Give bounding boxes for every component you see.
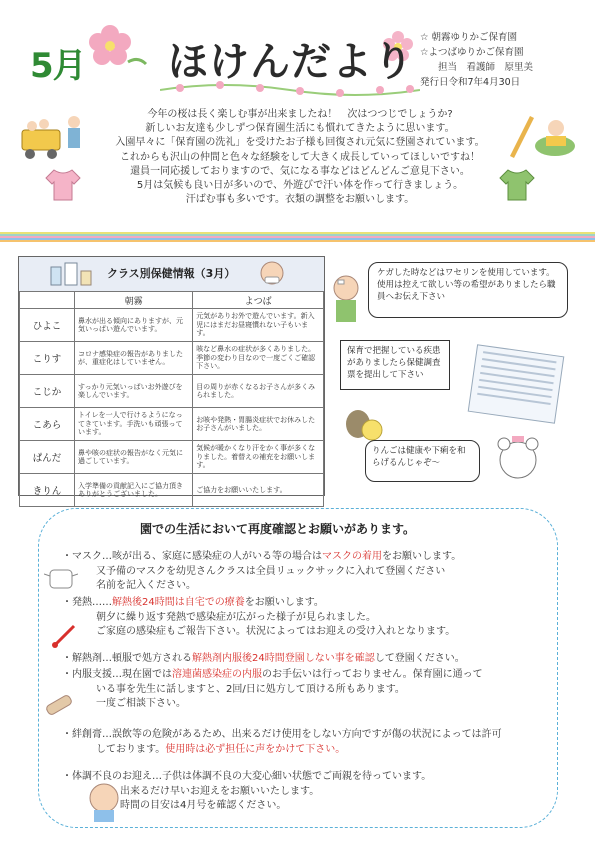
month-label: 5月: [30, 46, 86, 86]
intro-line: 還員一同応援しておりますので、気になる事などはどんどんご意見下さい。: [130, 165, 470, 177]
table-row: [20, 292, 324, 309]
yotsuba-cell: 咳など鼻水の症状が多くありました。季節の変わり目なので一度ごくご確認下さい。: [193, 342, 324, 375]
request-text: いる事を先生に話しますと、2回/日に処方して頂ける所もあります。: [96, 683, 405, 695]
table-header: [19, 257, 324, 292]
table-row: [20, 474, 324, 507]
medicine-icon: [49, 261, 93, 287]
table-row: [20, 408, 324, 441]
org-info: [420, 30, 533, 90]
yotsuba-cell: 気候が暖かくなり汗をかく事が多くなりました。着替えの補充をお願いします。: [193, 441, 324, 474]
health-form-document: [468, 344, 565, 424]
yotsuba-cell: 元気がありお外で遊んでいます。新入児にはまだお昼寝慣れない子もいます。: [193, 309, 324, 342]
request-text: ご家庭の感染症もご報告下さい。状況によってはお迎えの受け入れとなります。: [96, 626, 456, 637]
class-name: ひよこ: [20, 309, 75, 342]
sick-child-icon: [257, 259, 287, 289]
class-name: こりす: [20, 342, 75, 375]
request-highlight: 使用時は必ず担任に声をかけて下さい。: [165, 743, 346, 755]
request-text: 名前を記入ください。: [96, 580, 196, 591]
page-title: ほけんだより: [168, 39, 414, 85]
request-fever: [62, 596, 455, 640]
flower-decoration: [80, 14, 150, 74]
intro-line: これからも沢山の仲間と色々な経験をして大きく成長していってほしいですね！: [120, 151, 480, 163]
asagiri-cell: トイレを一人で行けるようになってきています。手洗いも頑張っています。: [75, 408, 193, 441]
asagiri-cell: コロナ感染症の報告がありましたが、重症化はしていません。: [75, 342, 193, 375]
note-ointment: ケガした時などはワセリンを使用しています。使用は控えて欲しい等の希望がありましたら職員へお伝え下さい: [368, 262, 568, 318]
apple-character-icon: [342, 402, 384, 442]
request-mask: [62, 550, 461, 594]
request-text: ・マスク…咳が出る、家庭に感染症の人がいる等の場合は: [62, 551, 322, 562]
rainbow-divider: [0, 232, 595, 242]
request-highlight: 溶連菌感染症の内服: [172, 669, 262, 680]
corner-cell: [20, 292, 75, 309]
org-line: 担当 看護師 原里美: [438, 62, 534, 73]
class-name: こあら: [20, 408, 75, 441]
asagiri-cell: 鼻水が出る傾向にありますが、元気いっぱい遊んでいます。: [75, 309, 193, 342]
org-line: ☆よつばゆりかご保育園: [420, 47, 524, 58]
intro-line: 入園早々に「保育園の洗礼」を受けたお子様も回復され元気に登園されています。: [115, 137, 485, 149]
asagiri-cell: すっかり元気いっぱいお外遊びを楽しんでいます。: [75, 375, 193, 408]
request-text: のお手伝いは行っておりません。保育園に通って: [262, 669, 483, 680]
org-line: ☆ 朝霧ゆりかご保育園: [420, 32, 518, 43]
request-text: 又予備のマスクを幼児さんクラスは全員リュックサックに入れて登園ください: [96, 565, 446, 577]
request-text: ・内服支援…現在園では: [62, 669, 172, 680]
bear-nurse-icon: [488, 428, 548, 488]
table-row: [20, 441, 324, 474]
request-medication: [62, 668, 483, 712]
request-text: 出来るだけ早いお迎えをお願いいたします。: [120, 785, 320, 797]
request-pickup: [62, 770, 431, 814]
yotsuba-cell: ご協力をお願いいたします。: [193, 474, 324, 507]
request-text: をお願いします。: [382, 551, 462, 562]
request-text: をお願いします。: [244, 597, 324, 608]
request-highlight: マスクの着用: [322, 551, 382, 562]
table-row: [20, 375, 324, 408]
note-apple: りんごは健康や下痢を和らげるんじゃぞ～: [365, 440, 480, 482]
yotsuba-cell: 目の周りが赤くなるお子さんが多くみられました。: [193, 375, 324, 408]
intro-line: 汗ばむ事も多いです。衣類の調整をお願いします。: [185, 194, 415, 206]
org-line: 発行日令和7年4月30日: [420, 77, 521, 88]
table-row: [20, 309, 324, 342]
request-text: 時間の目安は4月号を確認ください。: [120, 800, 287, 811]
children-cart-illustration: [18, 112, 88, 162]
class-name: きりん: [20, 474, 75, 507]
asagiri-cell: 入学準備の貢献記入にご協力頂きありがとうございました。: [75, 474, 193, 507]
request-text: 一度ご相談下さい。: [96, 698, 186, 709]
intro-line: 今年の桜は長く楽しむ事が出来ましたね！ 次はつつじでしょうか?: [147, 109, 453, 120]
col-header-yotsuba: よつば: [193, 292, 324, 309]
request-bandage: [62, 728, 502, 757]
class-name: こじか: [20, 375, 75, 408]
request-text: 朝夕に繰り返す発熱で感染症が広がった様子が見られました。: [96, 611, 376, 623]
note-health-form: 保育で把握している疾患がありましたら保健調査票を提出して下さい: [340, 340, 450, 390]
request-text: ・発熱……: [62, 597, 112, 608]
request-text: しております。: [96, 743, 166, 755]
col-header-asagiri: 朝霧: [75, 292, 193, 309]
asagiri-cell: 鼻や咳の症状の報告がなく元気に過ごしています。: [75, 441, 193, 474]
intro-line: 5月は気候も良い日が多いので、外遊びで汗い体を作って行きましょう。: [136, 180, 464, 192]
requests-title: 園での生活において再度確認とお願いがあります。: [140, 522, 416, 536]
table-row: [20, 342, 324, 375]
request-text: ・絆創膏…誤飲等の危険があるため、出来るだけ使用をしない方向ですが傷の状況によっては許可: [62, 729, 502, 740]
class-health-table: [18, 256, 325, 496]
tshirt-icon: [44, 168, 82, 202]
request-antipyretic: [62, 652, 465, 667]
intro-text: [80, 108, 520, 207]
request-text: して登園ください。: [374, 653, 465, 664]
yotsuba-cell: お咳や発熱・胃腸炎症状でお休みしたお子さんがいました。: [193, 408, 324, 441]
request-text: ・体調不良のお迎え…子供は体調不良の大変心細い状態でご両親を待っています。: [62, 771, 432, 782]
request-highlight: 解熱剤内服後24時間登園しない事を確認: [192, 653, 375, 664]
request-text: ・解熱剤…頓服で処方される: [62, 653, 192, 664]
health-grid: [19, 291, 324, 507]
table-title: クラス別保健情報（3月）: [107, 267, 236, 280]
request-highlight: 解熱後24時間は自宅での療養: [112, 597, 245, 608]
intro-line: 新しいお友達も少しずつ保育園生活にも慣れてきたように思います。: [145, 123, 455, 135]
class-name: ぱんだ: [20, 441, 75, 474]
injured-child-icon: [326, 272, 366, 328]
